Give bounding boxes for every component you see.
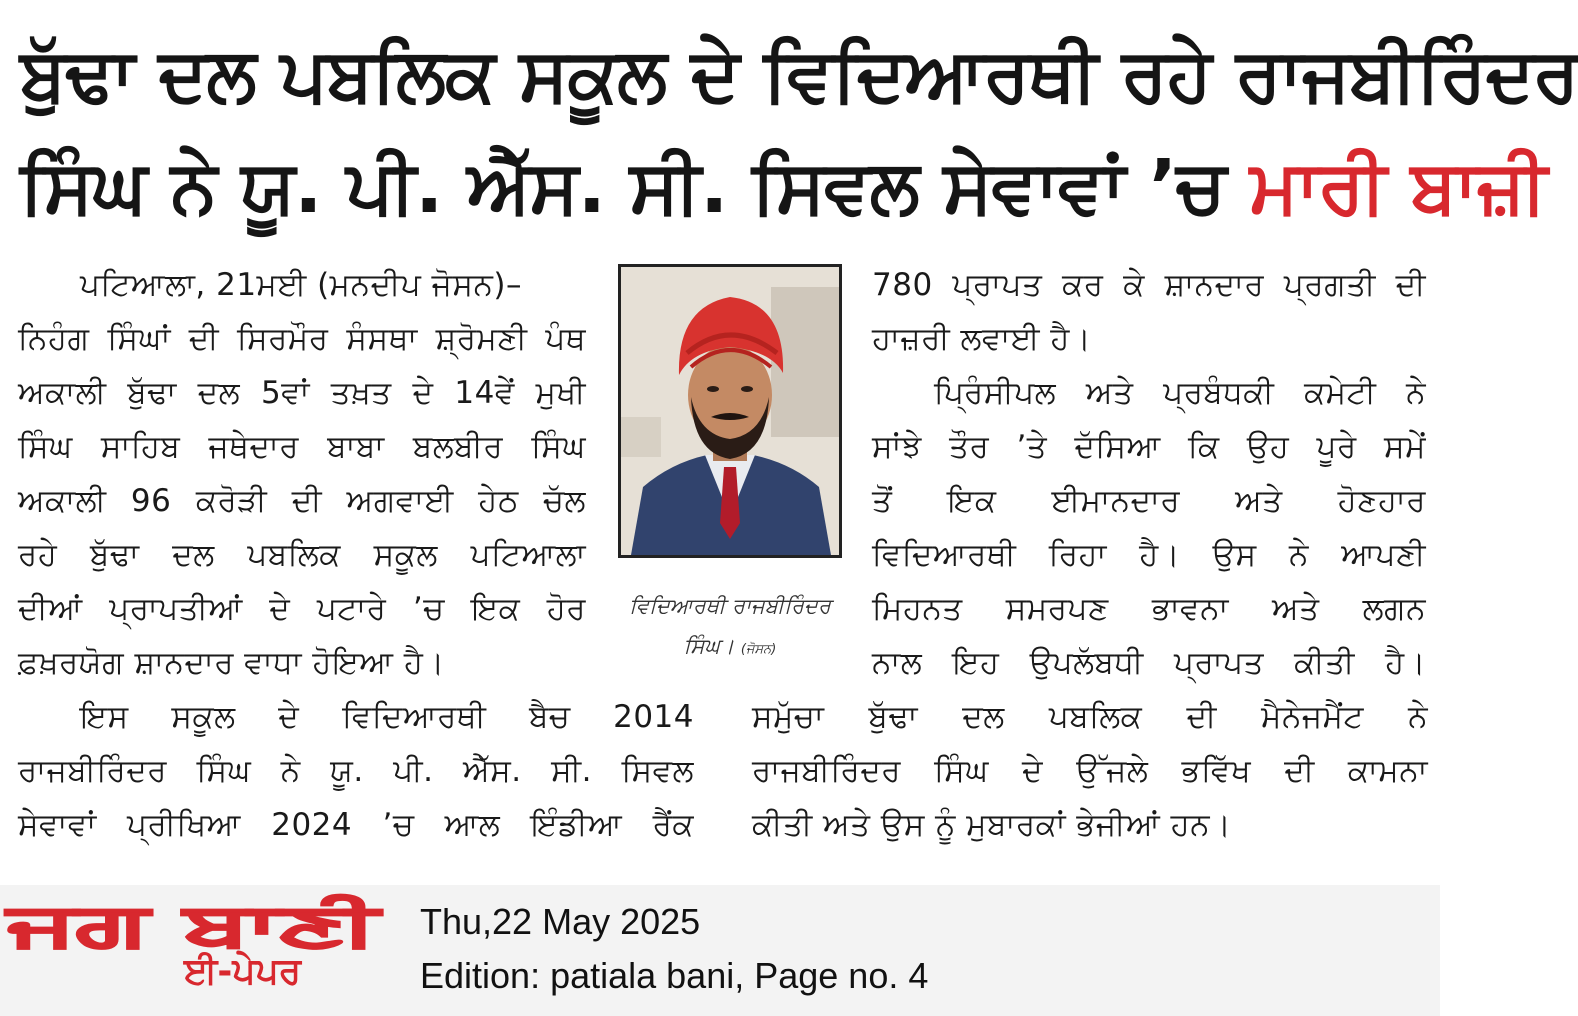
epaper-footer bbox=[0, 885, 1440, 1016]
caption-line-2 bbox=[618, 626, 842, 670]
headline-line-2 bbox=[20, 140, 1547, 234]
jagbani-logo bbox=[4, 891, 388, 959]
article-column-1 bbox=[18, 258, 586, 690]
article-line: ਪਟਿਆਲਾ, 21ਮਈ (ਮਨਦੀਪ ਜੋਸਨ)– bbox=[80, 267, 522, 303]
article-column-2 bbox=[872, 258, 1426, 690]
article-line: ਸਿੰਘ ਸਾਹਿਬ ਜਥੇਦਾਰ ਬਾਬਾ ਬਲਬੀਰ ਸਿੰਘ bbox=[18, 429, 586, 465]
article-line: ਨਾਲ ਇਹ ਉਪਲੱਬਧੀ ਪ੍ਰਾਪਤ ਕੀਤੀ ਹੈ। bbox=[872, 645, 1426, 681]
article-line: ਸੇਵਾਵਾਂ ਪ੍ਰੀਖਿਆ 2024 ’ਚ ਆਲ ਇੰਡੀਆ ਰੈਂਕ bbox=[18, 807, 694, 843]
headline-highlight: ਮਾਰੀ ਬਾਜ਼ੀ bbox=[1249, 144, 1547, 230]
article-line: ਰਹੇ ਬੁੱਢਾ ਦਲ ਪਬਲਿਕ ਸਕੂਲ ਪਟਿਆਲਾ bbox=[18, 537, 586, 573]
article-line: ਤੋਂ ਇਕ ਈਮਾਨਦਾਰ ਅਤੇ ਹੋਣਹਾਰ bbox=[872, 483, 1426, 519]
article-line: ਸਮੁੱਚਾ ਬੁੱਢਾ ਦਲ ਪਬਲਿਕ ਦੀ ਮੈਨੇਜਮੈਂਟ ਨੇ bbox=[752, 699, 1428, 735]
article-column-4 bbox=[752, 690, 1428, 852]
article-line: ਵਿਦਿਆਰਥੀ ਰਿਹਾ ਹੈ। ਉਸ ਨੇ ਆਪਣੀ bbox=[872, 537, 1426, 573]
article-line: ਮਿਹਨਤ ਸਮਰਪਣ ਭਾਵਨਾ ਅਤੇ ਲਗਨ bbox=[872, 591, 1426, 627]
article-line: ਰਾਜਬੀਰਿੰਦਰ ਸਿੰਘ ਨੇ ਯੂ. ਪੀ. ਐੱਸ. ਸੀ. ਸਿਵਲ bbox=[18, 753, 694, 789]
caption-credit: (ਜੋਸਨ) bbox=[740, 642, 777, 657]
article-line: ਦੀਆਂ ਪ੍ਰਾਪਤੀਆਂ ਦੇ ਪਟਾਰੇ ’ਚ ਇਕ ਹੋਰ bbox=[18, 591, 586, 627]
article-line: ਕੀਤੀ ਅਤੇ ਉਸ ਨੂੰ ਮੁਬਾਰਕਾਂ ਭੇਜੀਆਂ ਹਨ। bbox=[752, 807, 1232, 843]
edition-info: Edition: patiala bani, Page no. 4 bbox=[420, 955, 929, 996]
caption-name-end: ਸਿੰਘ। bbox=[683, 634, 735, 658]
caption-line-1: ਵਿਦਿਆਰਥੀ ਰਾਜਬੀਰਿੰਦਰ bbox=[629, 594, 831, 618]
article-line: ਰਾਜਬੀਰਿੰਦਰ ਸਿੰਘ ਦੇ ਉੱਜਲੇ ਭਵਿੱਖ ਦੀ ਕਾਮਨਾ bbox=[752, 753, 1428, 789]
svg-text:ਜਗ ਬਾਣੀ: ਜਗ ਬਾਣੀ bbox=[4, 891, 383, 959]
article-line: ਸਾਂਝੇ ਤੌਰ ’ਤੇ ਦੱਸਿਆ ਕਿ ਉਹ ਪੂਰੇ ਸਮੇਂ bbox=[872, 429, 1426, 465]
article-line: ਫ਼ਖ਼ਰਯੋਗ ਸ਼ਾਨਦਾਰ ਵਾਧਾ ਹੋਇਆ ਹੈ। bbox=[18, 645, 445, 681]
article-line: ਨਿਹੰਗ ਸਿੰਘਾਂ ਦੀ ਸਿਰਮੌਰ ਸੰਸਥਾ ਸ਼੍ਰੋਮਣੀ ਪੰਥ bbox=[18, 321, 586, 357]
article-line: ਅਕਾਲੀ 96 ਕਰੋੜੀ ਦੀ ਅਗਵਾਈ ਹੇਠ ਚੱਲ bbox=[18, 483, 586, 519]
headline-line-1: ਬੁੱਢਾ ਦਲ ਪਬਲਿਕ ਸਕੂਲ ਦੇ ਵਿਦਿਆਰਥੀ ਰਹੇ ਰਾਜਬੀਰਿੰਦਰ bbox=[20, 32, 1578, 118]
article-line: ਅਕਾਲੀ ਬੁੱਢਾ ਦਲ 5ਵਾਂ ਤਖ਼ਤ ਦੇ 14ਵੇਂ ਮੁਖੀ bbox=[18, 375, 586, 411]
epaper-label: ਈ-ਪੇਪਰ bbox=[184, 951, 302, 992]
article-line: ਇਸ ਸਕੂਲ ਦੇ ਵਿਦਿਆਰਥੀ ਬੈਚ 2014 bbox=[80, 699, 694, 735]
headline-line-2-text: ਸਿੰਘ ਨੇ ਯੂ. ਪੀ. ਐੱਸ. ਸੀ. ਸਿਵਲ ਸੇਵਾਵਾਂ ’ਚ bbox=[20, 144, 1226, 230]
student-photo bbox=[618, 264, 842, 558]
article-line: ਹਾਜ਼ਰੀ ਲਵਾਈ ਹੈ। bbox=[872, 321, 1092, 357]
article-line: 780 ਪ੍ਰਾਪਤ ਕਰ ਕੇ ਸ਼ਾਨਦਾਰ ਪ੍ਰਗਤੀ ਦੀ bbox=[872, 267, 1426, 303]
article-line: ਪ੍ਰਿੰਸੀਪਲ ਅਤੇ ਪ੍ਰਬੰਧਕੀ ਕਮੇਟੀ ਨੇ bbox=[934, 375, 1426, 411]
publish-date: Thu,22 May 2025 bbox=[420, 901, 701, 942]
article-column-3 bbox=[18, 690, 694, 852]
photo-caption bbox=[618, 586, 842, 670]
